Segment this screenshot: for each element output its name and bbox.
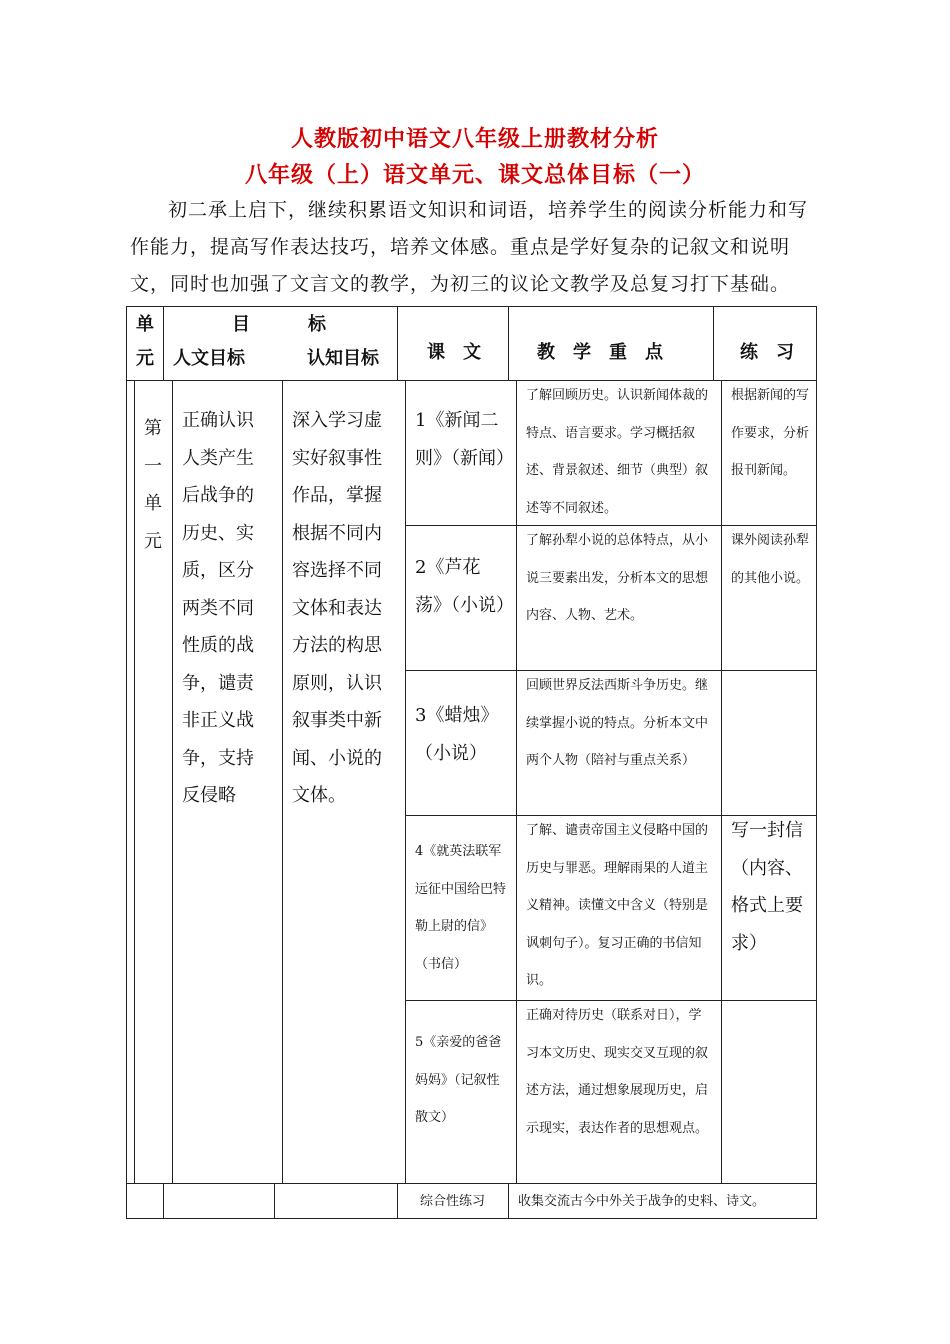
focus-4: 了解、谴责帝国主义侵略中国的历史与罪恶。理解雨果的人道主义精神。读懂文中含义（特别是讽刺句子）。复习正确的书信知识。 xyxy=(526,823,709,988)
document-subtitle: 八年级（上）语文单元、课文总体目标（一） xyxy=(244,162,705,188)
exercise-cell-3 xyxy=(721,670,817,816)
header-cognitive: 认知目标 xyxy=(307,348,379,369)
lesson-3: 3《蜡烛》（小说） xyxy=(415,705,499,764)
lesson-1: 1《新闻二则》（新闻） xyxy=(415,410,514,469)
exercise-1: 根据新闻的写作要求，分析报刊新闻。 xyxy=(731,388,810,478)
exercise-4: 写一封信（内容、格式上要求） xyxy=(731,820,803,954)
bottom-cell-1 xyxy=(126,1183,164,1219)
intro-paragraph: 初二承上启下，继续积累语文知识和词语，培养学生的阅读分析能力和写作能力，提高写作表达技巧，培养文体感。重点是学好复杂的记叙文和说明文，同时也加强了文言文的教学，为初三的议论文教学及总复习打下基础。 xyxy=(130,199,809,295)
header-unit-bottom: 元 xyxy=(136,348,154,369)
document-title: 人教版初中语文八年级上册教材分析 xyxy=(290,126,659,152)
focus-2: 了解孙犁小说的总体特点，从小说三要素出发，分析本文的思想内容、人物、艺术。 xyxy=(526,533,709,623)
header-lesson: 课 文 xyxy=(427,342,481,363)
focus-1: 了解回顾历史。认识新闻体裁的特点、语言要求。学习概括叙述、背景叙述、细节（典型）叙述等不同叙述。 xyxy=(526,388,709,516)
bottom-cell-2 xyxy=(163,1183,275,1219)
header-goal-top-1: 目 xyxy=(232,314,250,335)
exercise-cell-5 xyxy=(721,1000,817,1184)
comprehensive-label: 综合性练习 xyxy=(420,1194,486,1209)
cognitive-goal: 深入学习虚实好叙事性作品，掌握根据不同内容选择不同文体和表达方法的构思原则，认识叙事类中新闻、小说的文体。 xyxy=(292,410,382,806)
unit-label: 第一单元 xyxy=(144,418,162,552)
header-humanistic: 人文目标 xyxy=(173,348,245,369)
bottom-cell-3 xyxy=(274,1183,398,1219)
header-unit-top: 单 xyxy=(136,314,154,335)
header-focus: 教 学 重 点 xyxy=(537,342,663,363)
lesson-5: 5《亲爱的爸爸妈妈》（记叙性散文） xyxy=(415,1035,502,1125)
header-exercise: 练 习 xyxy=(740,342,794,363)
header-goal-top-2: 标 xyxy=(308,314,326,335)
exercise-2: 课外阅读孙犁的其他小说。 xyxy=(731,533,810,586)
humanistic-goal: 正确认识人类产生后战争的历史、实质，区分两类不同性质的战争，谴责非正义战争，支持反侵略 xyxy=(182,410,254,806)
lesson-4: 4《就英法联军远征中国给巴特勒上尉的信》（书信） xyxy=(415,844,507,972)
lesson-2: 2《芦花荡》（小说） xyxy=(415,557,514,616)
focus-5: 正确对待历史（联系对日），学习本文历史、现实交叉互现的叙述方法，通过想象展现历史，启示现实，表达作者的思想观点。 xyxy=(526,1008,709,1136)
focus-3: 回顾世界反法西斯斗争历史。继续掌握小说的特点。分析本文中两个人物（陪衬与重点关系） xyxy=(526,678,709,768)
comprehensive-content: 收集交流古今中外关于战争的史料、诗文。 xyxy=(518,1194,766,1209)
